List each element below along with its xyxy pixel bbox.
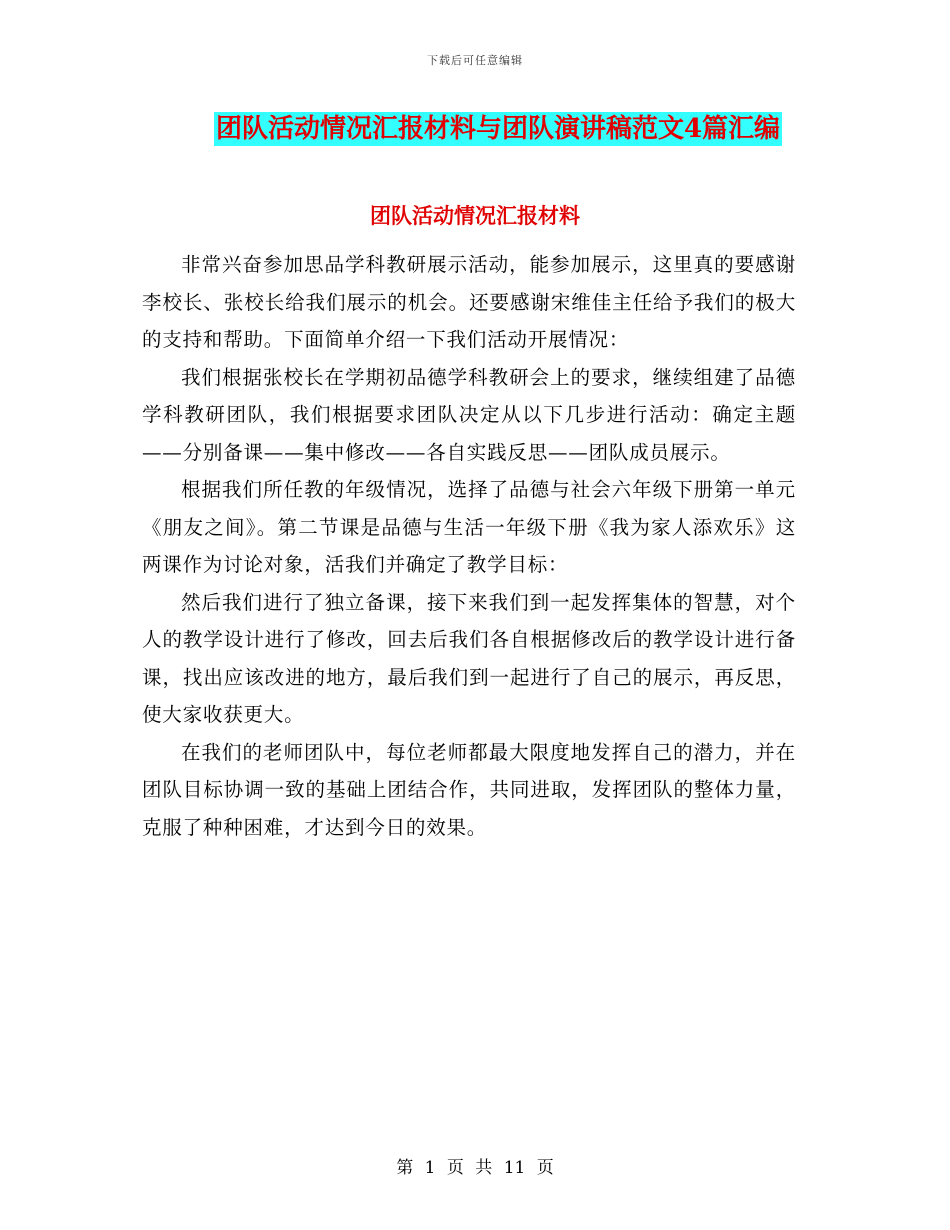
paragraph-1: 非常兴奋参加思品学科教研展示活动，能参加展示，这里真的要感谢李校长、张校长给我们展示的机会。还要感谢宋维佳主任给予我们的极大的支持和帮助。下面简单介绍一下我们活动开展情况： [142, 253, 796, 351]
page-header-note: 下载后可任意编辑 [427, 54, 523, 67]
paragraph-5: 在我们的老师团队中，每位老师都最大限度地发挥自己的潜力，并在团队目标协调一致的基础上团结合作，共同进取，发挥团队的整体力量，克服了种种困难，才达到今日的效果。 [142, 740, 796, 839]
body-text [142, 246, 796, 846]
document-title-container [0, 112, 950, 146]
section-heading: 团队活动情况汇报材料 [370, 203, 580, 228]
document-title: 团队活动情况汇报材料与团队演讲稿范文4篇汇编 [215, 114, 781, 144]
page-number-footer: 第 1 页 共 11 页 [396, 1158, 554, 1178]
paragraph-3: 根据我们所任教的年级情况，选择了品德与社会六年级下册第一单元《朋友之间》。第二节课是品德与生活一年级下册《我为家人添欢乐》这两课作为讨论对象，活我们并确定了教学目标： [142, 478, 796, 576]
paragraph-4: 然后我们进行了独立备课，接下来我们到一起发挥集体的智慧，对个人的教学设计进行了修改，回去后我们各自根据修改后的教学设计进行备课，找出应该改进的地方，最后我们到一起进行了自己的展示，再反思，使大家收获更大。 [142, 590, 796, 726]
paragraph-2: 我们根据张校长在学期初品德学科教研会上的要求，继续组建了品德学科教研团队，我们根据要求团队决定从以下几步进行活动：确定主题——分别备课——集中修改——各自实践反思——团队成员展示。 [142, 365, 796, 464]
